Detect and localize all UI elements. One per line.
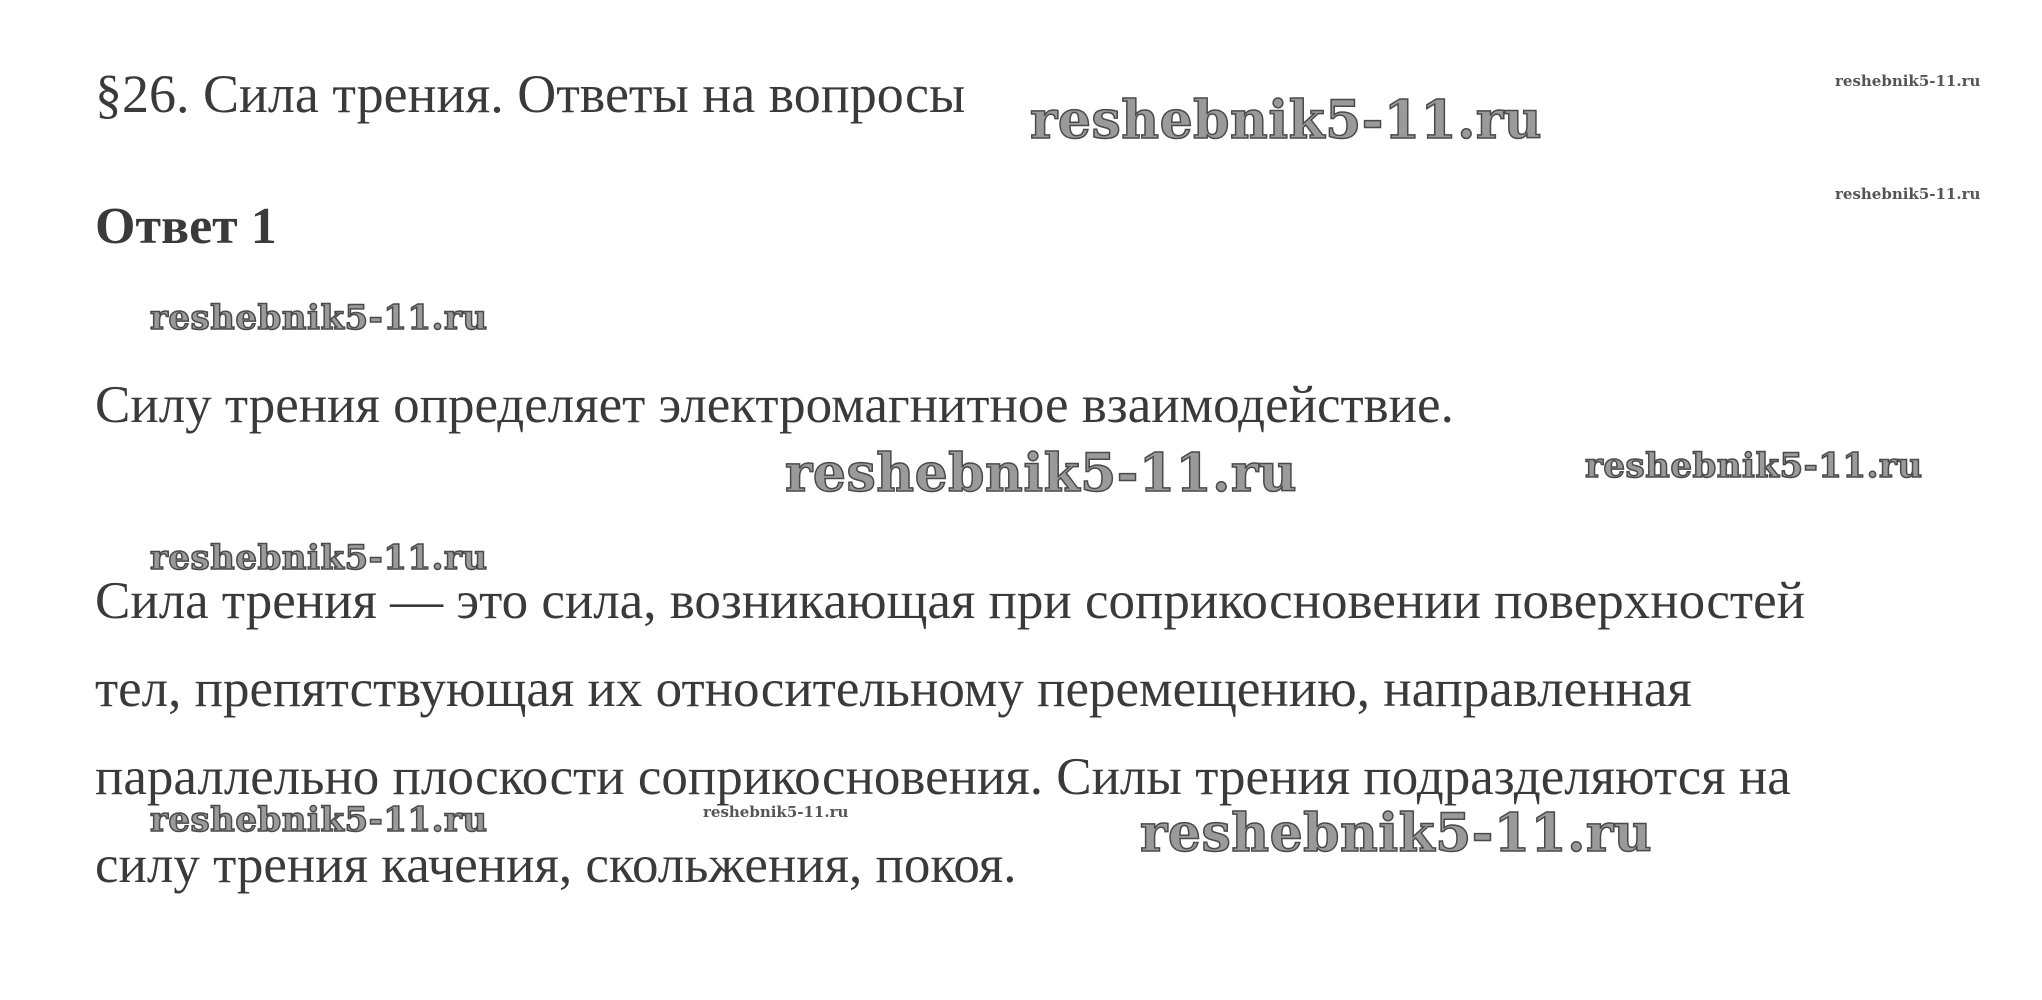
answer-heading: Ответ 1 (95, 198, 277, 255)
answer-paragraph-2 (95, 557, 2015, 909)
watermark: reshebnik5-11.ru (1835, 185, 1981, 203)
watermark: reshebnik5-11.ru (1030, 90, 1543, 151)
paragraph-line: Сила трения — это сила, возникающая при соприкосновении поверхностей (95, 572, 1805, 630)
watermark: reshebnik5-11.ru (1140, 803, 1653, 864)
watermark: reshebnik5-11.ru (150, 538, 488, 578)
paragraph-line: силу трения качения, скольжения, покоя. (95, 836, 1017, 894)
paragraph-line: тел, препятствующая их относительному перемещению, направленная (95, 660, 1692, 718)
watermark: reshebnik5-11.ru (150, 800, 488, 840)
page-title: §26. Сила трения. Ответы на вопросы (95, 64, 966, 124)
watermark: reshebnik5-11.ru (785, 443, 1298, 504)
watermark: reshebnik5-11.ru (1835, 72, 1981, 90)
watermark: reshebnik5-11.ru (703, 803, 849, 821)
paragraph-line: параллельно плоскости соприкосновения. Силы трения подразделяются на (95, 748, 1791, 806)
answer-paragraph-1: Силу трения определяет электромагнитное взаимодействие. (95, 376, 1454, 434)
watermark: reshebnik5-11.ru (1585, 446, 1923, 486)
watermark: reshebnik5-11.ru (150, 298, 488, 338)
